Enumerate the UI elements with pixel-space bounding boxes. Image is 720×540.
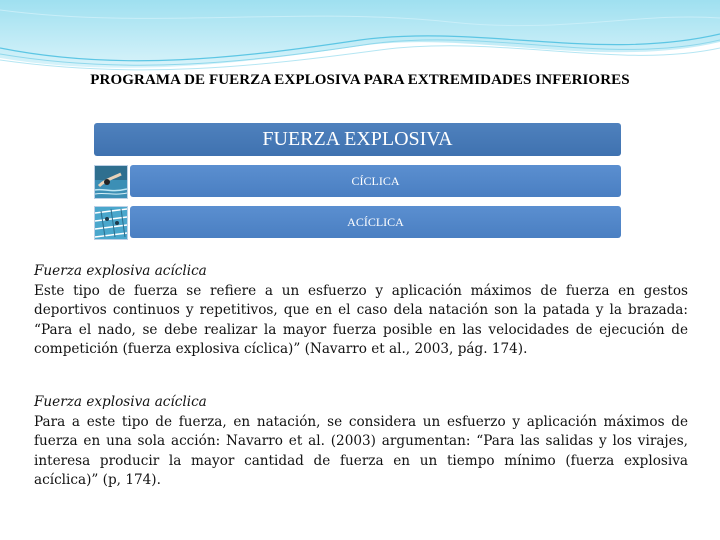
paragraph-1	[34, 262, 688, 360]
paragraph-2-text: Para a este tipo de fuerza, en natación, se considera un esfuerzo y aplicación máximos de fuerza en una sola acción: Navarro et al. (2003) argumentan: “Para las salidas y los virajes, interesa producir la mayor cantidad de fuerza en un tiempo mínimo (fuerza explosiva acíclica)” (p, 174).	[34, 413, 688, 488]
fuerza-explosiva-diagram	[94, 123, 621, 240]
swimmer-photo-icon	[94, 165, 128, 199]
paragraph-2	[34, 393, 688, 491]
page-title: PROGRAMA DE FUERZA EXPLOSIVA PARA EXTREMIDADES INFERIORES	[90, 72, 630, 88]
paragraph-2-heading: Fuerza explosiva acíclica	[34, 394, 207, 410]
aciclica-bar: ACÍCLICA	[130, 206, 621, 238]
pool-start-photo-icon	[94, 206, 128, 240]
decorative-wave-banner	[0, 0, 720, 80]
paragraph-1-text: Este tipo de fuerza se refiere a un esfuerzo y aplicación máximos de fuerza en gestos deportivos continuos y repetitivos, que en el caso dela natación son la patada y la brazada: “Para el nado, se debe realizar la mayor fuerza posible en las velocidades de ejecución de competición (fuerza explosiva cíclica)” (Navarro et al., 2003, pág. 174).	[34, 282, 688, 357]
paragraph-1-heading: Fuerza explosiva acíclica	[34, 263, 207, 279]
diagram-header: FUERZA EXPLOSIVA	[94, 123, 621, 156]
ciclica-bar: CÍCLICA	[130, 165, 621, 197]
